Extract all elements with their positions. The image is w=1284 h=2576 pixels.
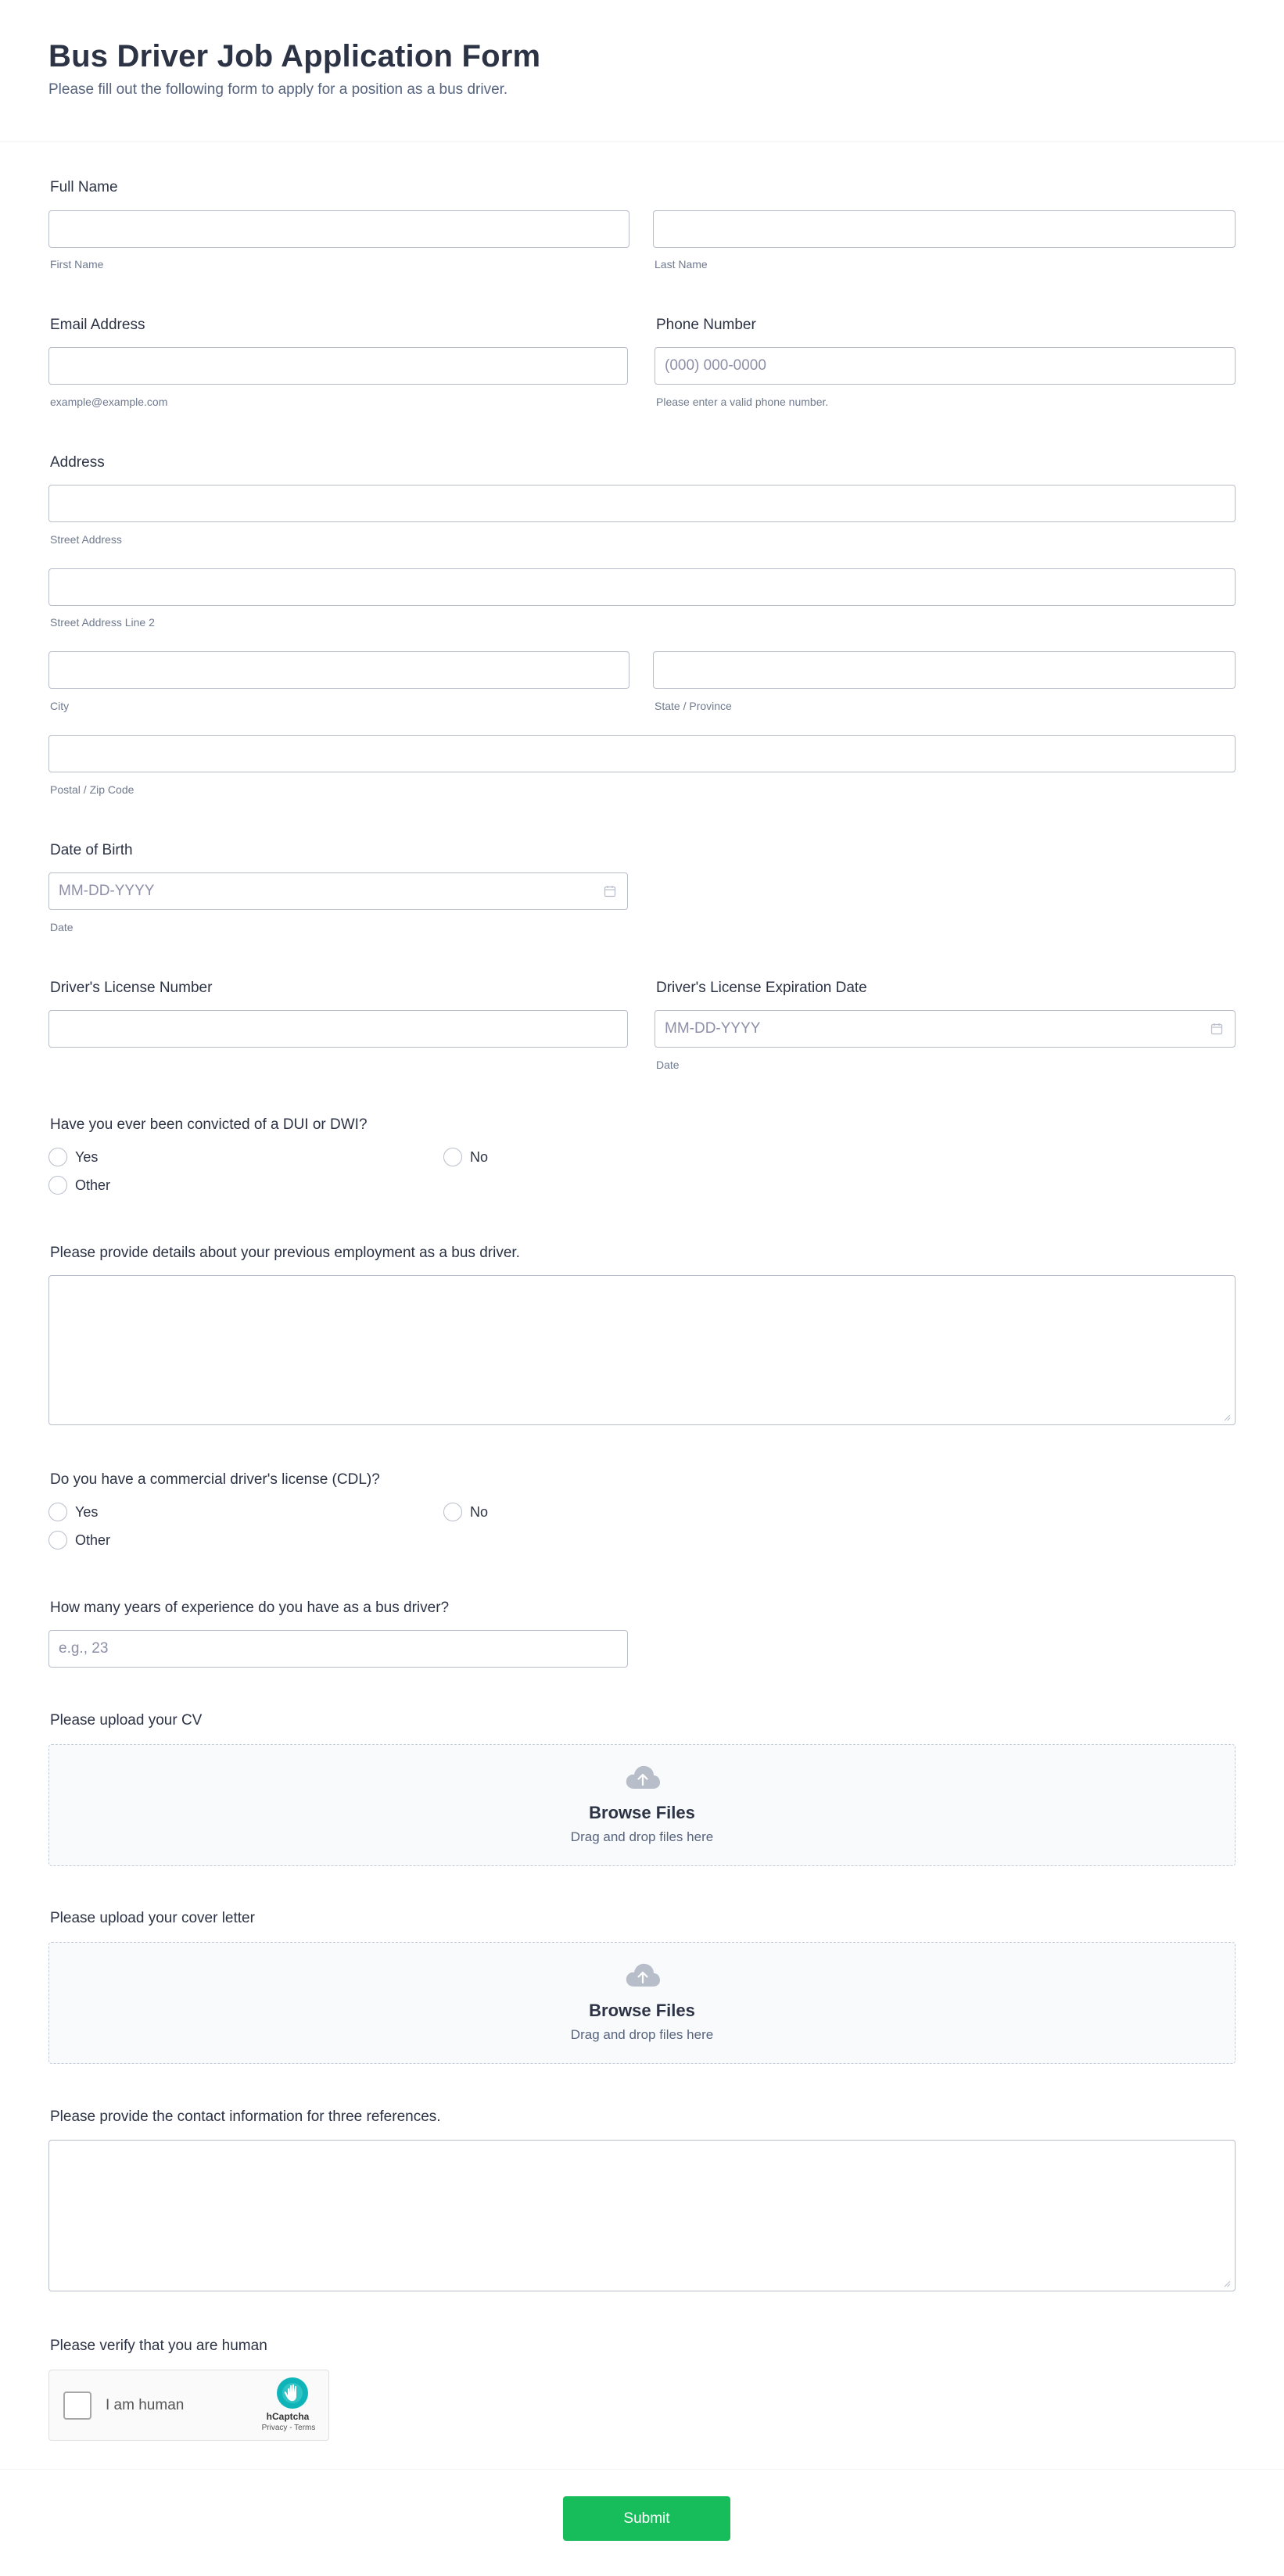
radio-label: Other (75, 1177, 111, 1193)
email-input[interactable] (48, 347, 628, 385)
dob-label: Date of Birth (50, 842, 133, 858)
captcha-links[interactable]: Privacy - Terms (261, 2424, 316, 2432)
hcaptcha-widget (48, 2370, 329, 2441)
license-expiration-sublabel: Date (656, 1059, 680, 1071)
dui-option-no[interactable] (443, 1148, 488, 1166)
cover-letter-upload-label: Please upload your cover letter (50, 1910, 255, 1926)
browse-files-button[interactable]: Browse Files (589, 2001, 695, 2020)
cdl-question-label: Do you have a commercial driver's license (CDL)? (50, 1471, 380, 1488)
drag-drop-text: Drag and drop files here (570, 2027, 714, 2042)
radio-button[interactable] (443, 1503, 462, 1521)
radio-button[interactable] (443, 1148, 462, 1166)
email-label: Email Address (50, 317, 145, 333)
submit-button[interactable]: Submit (563, 2496, 730, 2541)
cv-upload-dropzone[interactable] (48, 1744, 1236, 1866)
cdl-option-yes[interactable] (48, 1503, 98, 1521)
resize-grip-icon[interactable] (1223, 2280, 1231, 2288)
cdl-option-no[interactable] (443, 1503, 488, 1521)
experience-input[interactable] (48, 1630, 628, 1668)
cdl-option-other[interactable] (48, 1531, 110, 1550)
full-name-label: Full Name (50, 179, 118, 195)
dui-question-label: Have you ever been convicted of a DUI or DWI? (50, 1116, 368, 1133)
dob-input[interactable] (48, 872, 628, 910)
phone-sublabel: Please enter a valid phone number. (656, 396, 829, 408)
browse-files-button[interactable]: Browse Files (589, 1803, 695, 1822)
street-address-2-input[interactable] (48, 568, 1236, 606)
employment-label: Please provide details about your previous employment as a bus driver. (50, 1245, 520, 1261)
phone-input[interactable] (655, 347, 1236, 385)
cloud-upload-icon (625, 1764, 661, 1790)
drag-drop-text: Drag and drop files here (570, 1829, 714, 1844)
radio-button[interactable] (48, 1176, 67, 1195)
captcha-checkbox-text: I am human (106, 2397, 185, 2413)
radio-label: Other (75, 1532, 111, 1548)
license-number-label: Driver's License Number (50, 980, 213, 996)
dui-option-other[interactable] (48, 1176, 110, 1195)
radio-label: Yes (75, 1148, 99, 1165)
state-sublabel: State / Province (655, 700, 732, 712)
first-name-sublabel: First Name (50, 258, 104, 270)
experience-label: How many years of experience do you have as a bus driver? (50, 1600, 450, 1616)
zip-input[interactable] (48, 735, 1236, 772)
form-header (0, 0, 1284, 142)
captcha-brand-text: hCaptcha (266, 2411, 310, 2422)
first-name-input[interactable] (48, 210, 629, 248)
captcha-label: Please verify that you are human (50, 2338, 267, 2354)
zip-sublabel: Postal / Zip Code (50, 783, 134, 796)
cv-upload-label: Please upload your CV (50, 1712, 203, 1729)
section-divider (0, 2469, 1284, 2470)
street-address-sublabel: Street Address (50, 533, 122, 546)
references-textarea[interactable] (48, 2140, 1236, 2291)
phone-label: Phone Number (656, 317, 756, 333)
cloud-upload-icon (625, 1962, 661, 1988)
address-label: Address (50, 454, 105, 471)
license-expiration-label: Driver's License Expiration Date (656, 980, 867, 996)
resize-grip-icon[interactable] (1223, 1413, 1231, 1421)
radio-button[interactable] (48, 1503, 67, 1521)
form-subtitle: Please fill out the following form to apply for a position as a bus driver. (48, 81, 508, 98)
city-input[interactable] (48, 651, 629, 689)
captcha-checkbox[interactable] (63, 2391, 91, 2420)
city-sublabel: City (50, 700, 70, 712)
radio-label: Yes (75, 1503, 99, 1520)
last-name-input[interactable] (653, 210, 1236, 248)
employment-textarea[interactable] (48, 1275, 1236, 1425)
dob-sublabel: Date (50, 921, 74, 933)
radio-label: No (470, 1503, 489, 1520)
calendar-icon[interactable] (1210, 1023, 1223, 1035)
radio-label: No (470, 1148, 489, 1165)
cover-letter-upload-dropzone[interactable] (48, 1942, 1236, 2064)
state-input[interactable] (653, 651, 1236, 689)
license-number-input[interactable] (48, 1010, 628, 1048)
references-label: Please provide the contact information for three references. (50, 2108, 441, 2125)
street-address-2-sublabel: Street Address Line 2 (50, 616, 155, 629)
calendar-icon[interactable] (604, 885, 616, 897)
dui-option-yes[interactable] (48, 1148, 98, 1166)
radio-button[interactable] (48, 1148, 67, 1166)
street-address-input[interactable] (48, 485, 1236, 522)
form-title: Bus Driver Job Application Form (48, 39, 541, 73)
last-name-sublabel: Last Name (655, 258, 708, 270)
radio-button[interactable] (48, 1531, 67, 1550)
hcaptcha-logo-icon (276, 2377, 309, 2409)
email-sublabel: example@example.com (50, 396, 168, 408)
license-expiration-input[interactable] (655, 1010, 1236, 1048)
